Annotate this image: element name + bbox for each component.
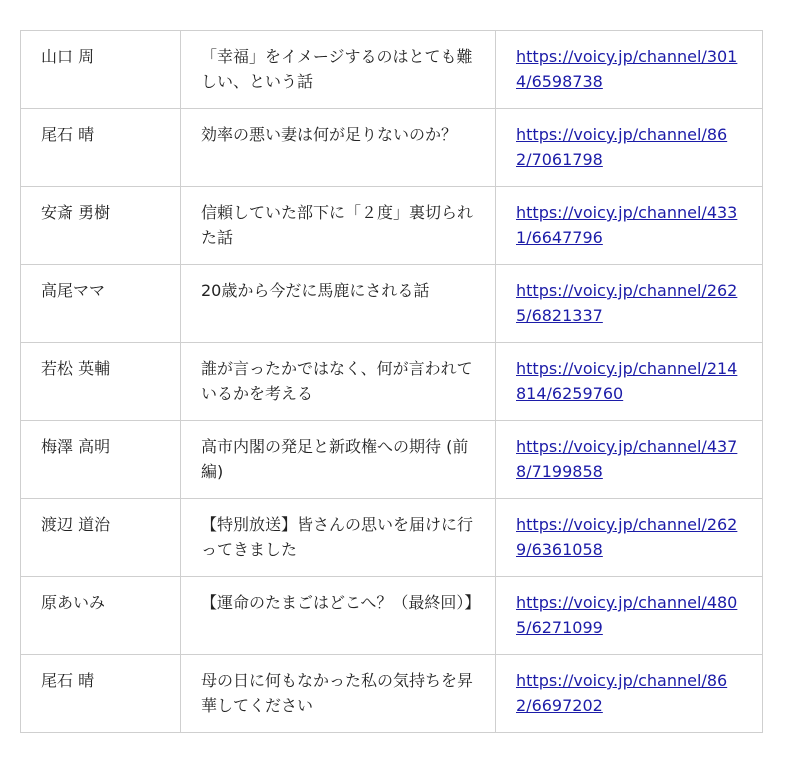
link-cell <box>496 109 763 187</box>
episode-table <box>20 30 763 733</box>
host-name: 尾石 晴 <box>21 655 181 733</box>
table-row <box>21 343 763 421</box>
host-name: 若松 英輔 <box>21 343 181 421</box>
link-cell <box>496 421 763 499</box>
link-cell <box>496 265 763 343</box>
episode-link[interactable]: https://voicy.jp/channel/214814/6259760 <box>516 359 738 403</box>
episode-title: 効率の悪い妻は何が足りないのか？ <box>181 109 496 187</box>
episode-title: 【運命のたまごはどこへ？（最終回）】 <box>181 577 496 655</box>
episode-title: 信頼していた部下に「２度」裏切られた話 <box>181 187 496 265</box>
episode-link[interactable]: https://voicy.jp/channel/862/7061798 <box>516 125 728 169</box>
table-row <box>21 265 763 343</box>
episode-link[interactable]: https://voicy.jp/channel/2629/6361058 <box>516 515 738 559</box>
episode-link[interactable]: https://voicy.jp/channel/862/6697202 <box>516 671 728 715</box>
link-cell <box>496 343 763 421</box>
host-name: 山口 周 <box>21 31 181 109</box>
episode-title: 「幸福」をイメージするのはとても難しい、という話 <box>181 31 496 109</box>
host-name: 尾石 晴 <box>21 109 181 187</box>
host-name: 安斎 勇樹 <box>21 187 181 265</box>
episode-title: 【特別放送】皆さんの思いを届けに行ってきました <box>181 499 496 577</box>
table-row <box>21 421 763 499</box>
table-row <box>21 655 763 733</box>
table-row <box>21 31 763 109</box>
host-name: 高尾ママ <box>21 265 181 343</box>
link-cell <box>496 577 763 655</box>
episode-link[interactable]: https://voicy.jp/channel/4331/6647796 <box>516 203 738 247</box>
link-cell <box>496 499 763 577</box>
host-name: 渡辺 道治 <box>21 499 181 577</box>
episode-link[interactable]: https://voicy.jp/channel/4378/7199858 <box>516 437 738 481</box>
link-cell <box>496 655 763 733</box>
episode-title: 20歳から今だに馬鹿にされる話 <box>181 265 496 343</box>
episode-table-body <box>21 31 763 733</box>
episode-title: 誰が言ったかではなく、何が言われているかを考える <box>181 343 496 421</box>
episode-link[interactable]: https://voicy.jp/channel/4805/6271099 <box>516 593 738 637</box>
table-row <box>21 109 763 187</box>
table-row <box>21 577 763 655</box>
episode-title: 高市内閣の発足と新政権への期待 (前編) <box>181 421 496 499</box>
table-row <box>21 499 763 577</box>
episode-title: 母の日に何もなかった私の気持ちを昇華してください <box>181 655 496 733</box>
host-name: 原あいみ <box>21 577 181 655</box>
host-name: 梅澤 高明 <box>21 421 181 499</box>
episode-link[interactable]: https://voicy.jp/channel/2625/6821337 <box>516 281 738 325</box>
episode-link[interactable]: https://voicy.jp/channel/3014/6598738 <box>516 47 738 91</box>
link-cell <box>496 31 763 109</box>
link-cell <box>496 187 763 265</box>
table-row <box>21 187 763 265</box>
